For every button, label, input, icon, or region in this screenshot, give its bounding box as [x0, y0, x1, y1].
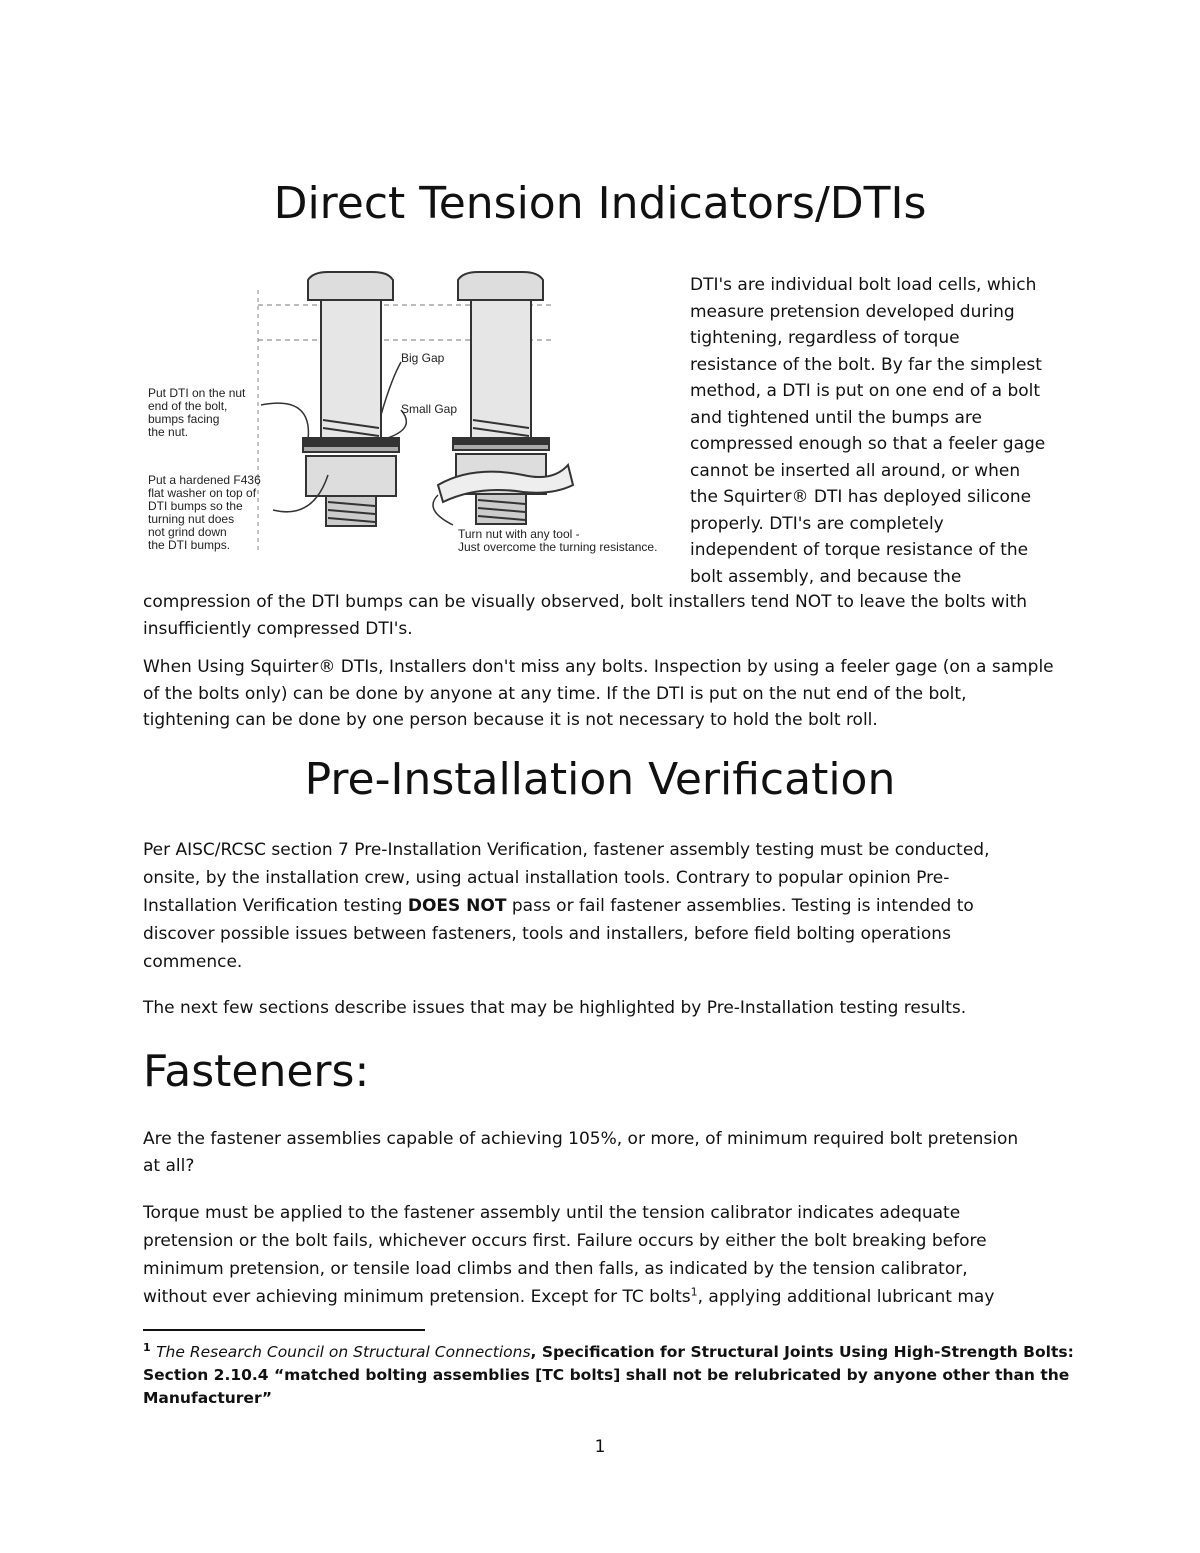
- text-line: Are the fastener assemblies capable of achieving 105%, or more, of minimum required bolt pretension: [143, 1129, 1019, 1149]
- dti-paragraph-right: [690, 272, 1045, 590]
- text-segment: pass or fail fastener assemblies. Testing is intended to: [506, 896, 974, 916]
- text-line: of the bolts only) can be done by anyone at any time. If the DTI is put on the nut end of the bolt,: [143, 683, 967, 704]
- bolt-diagram-image: [143, 270, 683, 570]
- text-line: compressed enough so that a feeler gage: [690, 434, 1046, 454]
- figure-label-washer-6: the DTI bumps.: [148, 538, 231, 552]
- text-line: commence.: [143, 952, 243, 972]
- footnote: [143, 1341, 1074, 1410]
- text-line: measure pretension developed during: [690, 301, 1015, 322]
- text-line: tightening can be done by one person because it is not necessary to hold the bolt roll.: [143, 710, 878, 730]
- text-line: at all?: [143, 1155, 195, 1176]
- text-segment: , Specification for Structural Joints Using High-Strength Bolts:: [530, 1343, 1074, 1361]
- text-line: DTI's are individual bolt load cells, which: [690, 275, 1037, 295]
- footnote-number: 1: [143, 1340, 151, 1354]
- fasteners-question: [143, 1126, 1018, 1179]
- piv-paragraph: [143, 836, 989, 976]
- text-segment: without ever achieving minimum pretension. Except for TC bolts: [143, 1287, 691, 1307]
- text-line: method, a DTI is put on one end of a bolt: [690, 381, 1041, 401]
- text-line: Manufacturer”: [143, 1389, 273, 1407]
- text-line: tightening, regardless of torque: [690, 328, 960, 348]
- text-line: minimum pretension, or tensile load climbs and then falls, as indicated by the tension calibrator,: [143, 1259, 968, 1279]
- figure-label-turn-1: Turn nut with any tool -: [458, 527, 580, 541]
- dti-paragraph-continued: [143, 589, 1027, 642]
- text-line: compression of the DTI bumps can be visually observed, bolt installers tend NOT to leave the bolts with: [143, 592, 1028, 612]
- text-segment: Installation Verification testing: [143, 896, 408, 916]
- text-line: bolt assembly, and because the: [690, 566, 962, 587]
- text-line: onsite, by the installation crew, using actual installation tools. Contrary to popular opinion Pre-: [143, 868, 950, 888]
- text-line: independent of torque resistance of the: [690, 540, 1029, 560]
- text-line: the Squirter® DTI has deployed silicone: [690, 487, 1032, 507]
- emphasis-does-not: DOES NOT: [407, 896, 507, 916]
- figure-label-washer-5: not grind down: [148, 525, 227, 539]
- next-sections-paragraph: [143, 995, 966, 1022]
- figure-label-nut-3: bumps facing: [148, 412, 220, 426]
- text-line: resistance of the bolt. By far the simplest: [690, 354, 1042, 375]
- figure-label-washer-4: turning nut does: [148, 512, 235, 526]
- text-line: Section 2.10.4 “matched bolting assemblies [TC bolts] shall not be relubricated by anyone other than the: [143, 1366, 1070, 1384]
- text-segment: , applying additional lubricant may: [697, 1287, 995, 1307]
- heading-pre-installation: Pre-Installation Verification: [304, 754, 896, 805]
- text-line: The next few sections describe issues that may be highlighted by Pre-Installation testing results.: [143, 998, 967, 1018]
- text-line: Per AISC/RCSC section 7 Pre-Installation Verification, fastener assembly testing must be conducted,: [143, 840, 990, 860]
- text-line: Torque must be applied to the fastener assembly until the tension calibrator indicates adequate: [143, 1203, 961, 1223]
- squirter-paragraph: [143, 654, 1054, 734]
- torque-paragraph: [143, 1199, 994, 1311]
- figure-label-turn-2: Just overcome the turning resistance.: [458, 540, 658, 554]
- text-line: pretension or the bolt fails, whichever occurs first. Failure occurs by either the bolt breaking before: [143, 1231, 987, 1251]
- text-line: [143, 892, 989, 920]
- figure-label-washer-1: Put a hardened F436: [148, 473, 261, 487]
- text-line: [143, 1283, 994, 1311]
- footnote-separator: [143, 1329, 425, 1331]
- footnote-italic-source: The Research Council on Structural Connections: [156, 1343, 531, 1361]
- text-line: and tightened until the bumps are: [690, 407, 982, 428]
- figure-label-nut-1: Put DTI on the nut: [148, 386, 246, 400]
- figure-label-big-gap: Big Gap: [401, 351, 445, 365]
- footnote-ref[interactable]: 1: [690, 1285, 698, 1299]
- dti-figure: [143, 270, 683, 570]
- figure-label-nut-4: the nut.: [148, 425, 189, 439]
- page-number: 1: [594, 1437, 606, 1457]
- heading-fasteners: Fasteners:: [143, 1046, 370, 1097]
- text-line: properly. DTI's are completely: [690, 513, 944, 534]
- text-line: [143, 1341, 1074, 1364]
- text-line: insufficiently compressed DTI's.: [143, 618, 413, 639]
- figure-label-nut-2: end of the bolt,: [148, 399, 228, 413]
- text-line: cannot be inserted all around, or when: [690, 460, 1021, 481]
- text-line: discover possible issues between fasteners, tools and installers, before field bolting operations: [143, 924, 951, 944]
- figure-label-small-gap: Small Gap: [401, 402, 458, 416]
- figure-label-washer-2: flat washer on top of: [148, 486, 257, 500]
- heading-dti: Direct Tension Indicators/DTIs: [273, 178, 927, 229]
- figure-label-washer-3: DTI bumps so the: [148, 499, 243, 513]
- text-line: When Using Squirter® DTIs, Installers don't miss any bolts. Inspection by using a feeler gage (on a sample: [143, 657, 1054, 677]
